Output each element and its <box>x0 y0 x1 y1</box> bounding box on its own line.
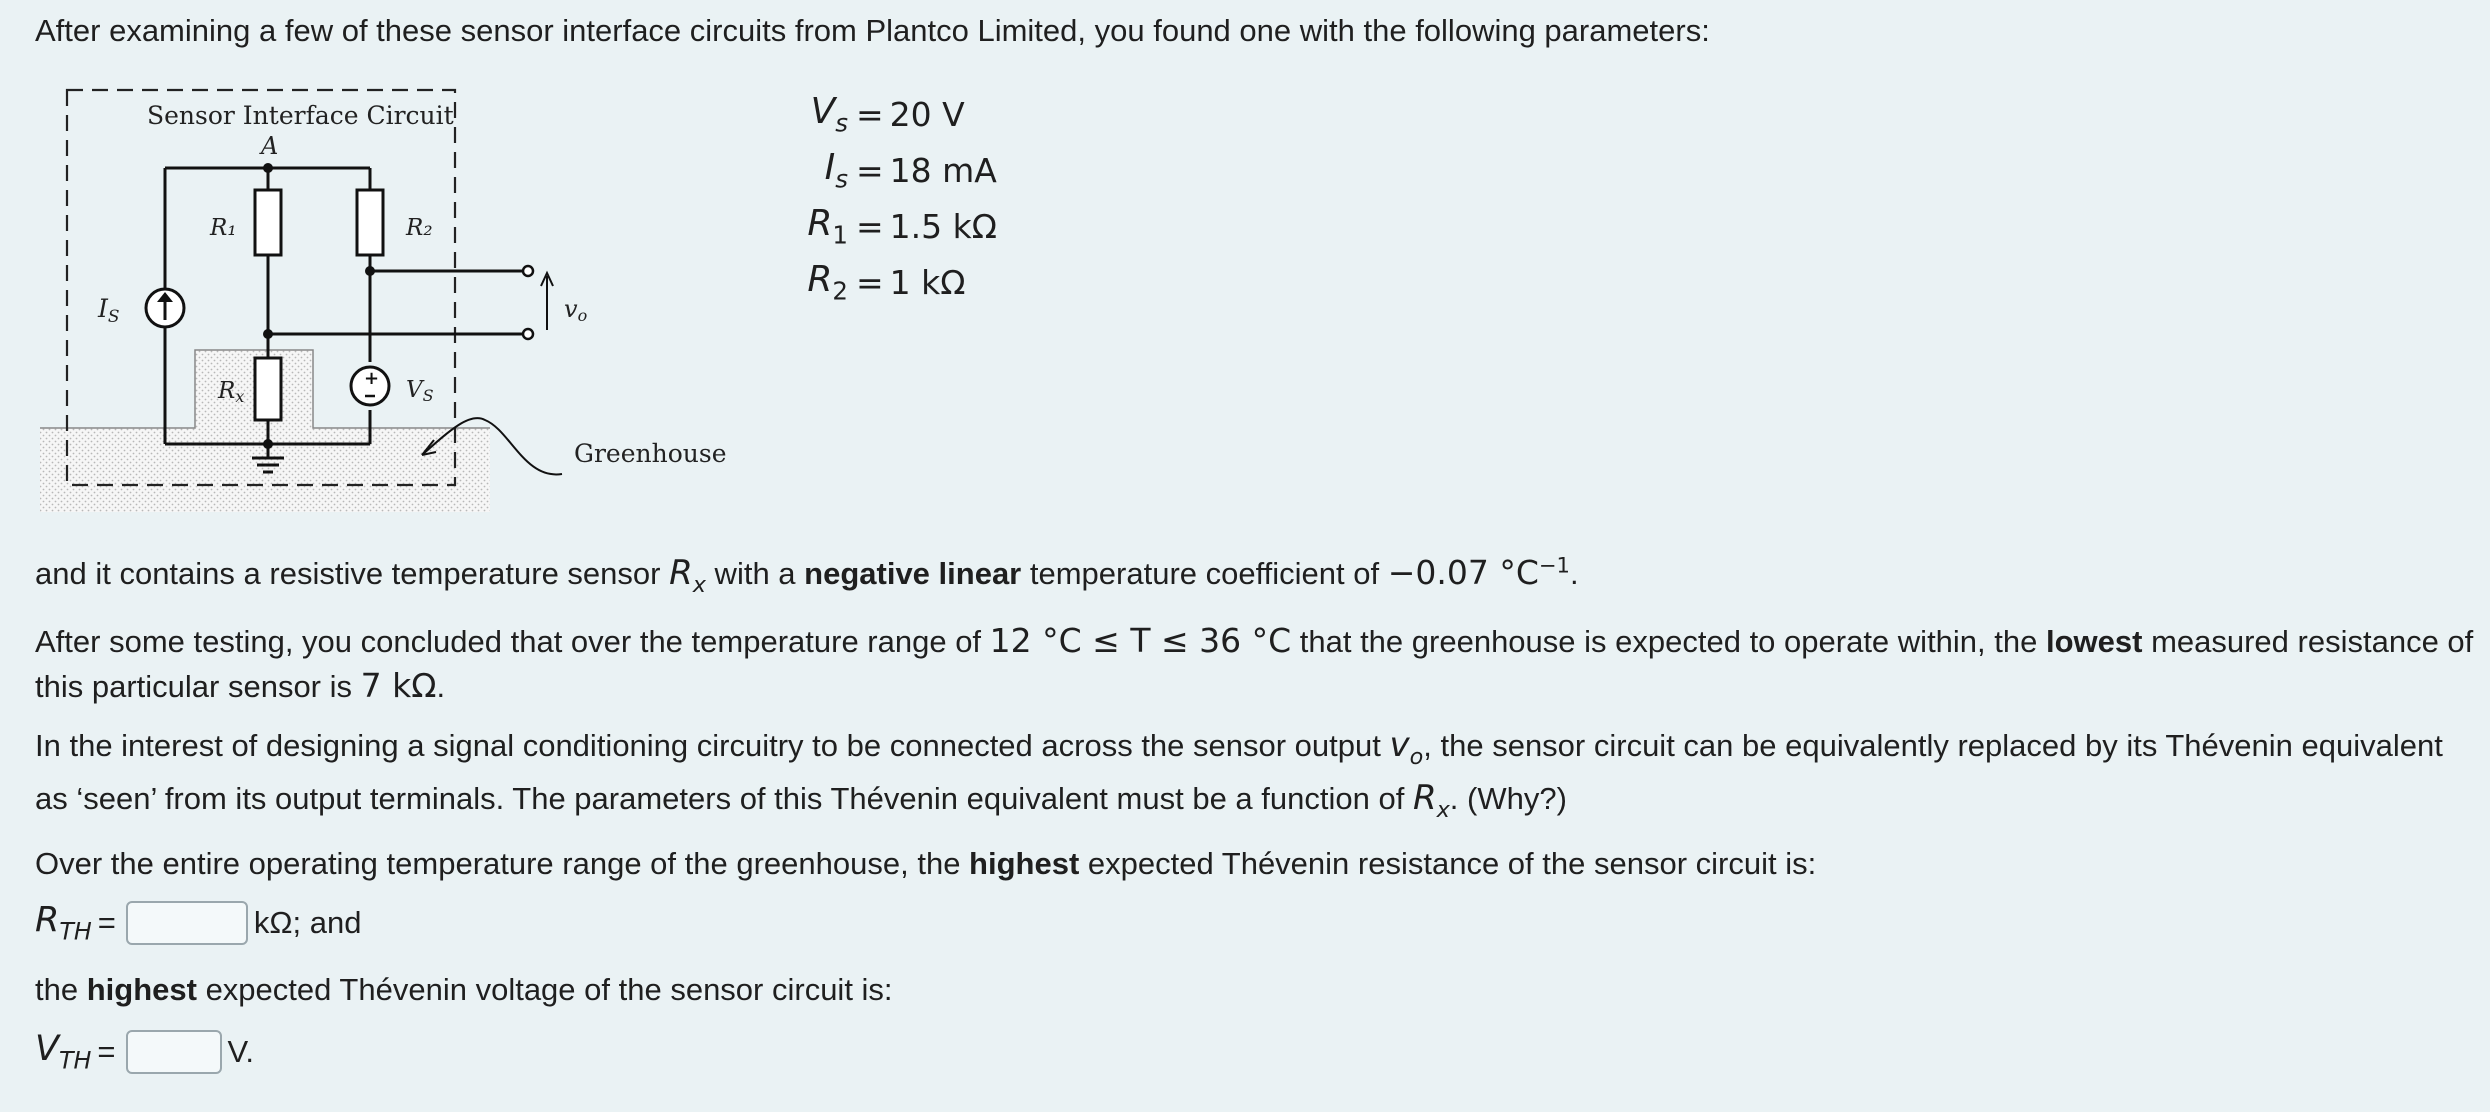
param-r2: $R_2$ = 1 kΩ <box>807 258 966 306</box>
parameter-list <box>752 86 997 310</box>
rth-answer-row: $R_{TH}$ = kΩ; and <box>35 900 362 946</box>
thevenin-text-line2: as ‘seen’ from its output terminals. The parameters of this Thévenin equivalent must be a function of $R_x$. (Why?) <box>35 778 1567 823</box>
node-a-label: A <box>261 132 279 160</box>
sensor-description: and it contains a resistive temperature sensor $R_x$ with a negative linear temperature coefficient of −0.07 $^\circ C^{-1}$. <box>35 552 1579 598</box>
r2-label: R₂ <box>406 215 433 241</box>
resistor-r2 <box>357 190 383 255</box>
greenhouse-label: Greenhouse <box>574 439 727 468</box>
vth-answer-row: $V_{TH}$ = V. <box>35 1029 254 1075</box>
vth-input[interactable] <box>126 1030 222 1074</box>
param-r1: $R_1$ = 1.5 kΩ <box>807 202 997 250</box>
box-label: Sensor Interface Circuit <box>147 101 454 130</box>
svg-text:+: + <box>364 368 380 389</box>
rth-symbol: $R_{TH}$ <box>35 900 92 946</box>
rx-label: Rx <box>218 378 245 406</box>
rth-input[interactable] <box>126 901 248 945</box>
testing-text-line1: After some testing, you concluded that over the temperature range of 12 °C ≤ T ≤ 36 °C that the greenhouse is expected to operate within, the lowest measured resistance of <box>35 621 2474 660</box>
vth-unit: V. <box>227 1033 254 1069</box>
resistor-r1 <box>255 190 281 255</box>
circuit-figure <box>30 80 770 520</box>
r1-label: R₁ <box>210 215 237 241</box>
param-vs: $V_s$ = 20 V <box>810 90 965 138</box>
output-terminal-bottom <box>523 329 533 339</box>
intro-text: After examining a few of these sensor interface circuits from Plantco Limited, you found one with the following parameters: <box>35 13 1710 48</box>
testing-text-line2: this particular sensor is 7 kΩ. <box>35 666 446 705</box>
rth-question: Over the entire operating temperature range of the greenhouse, the highest expected Thévenin resistance of the sensor circuit is: <box>35 846 1817 881</box>
output-terminal-top <box>523 266 533 276</box>
rth-unit: kΩ; and <box>253 904 362 940</box>
vth-symbol: $V_{TH}$ <box>35 1029 92 1075</box>
resistor-rx <box>255 358 281 420</box>
vs-label: VS <box>406 377 434 405</box>
vth-question: the highest expected Thévenin voltage of the sensor circuit is: <box>35 972 893 1007</box>
param-is: $I_s$ = 18 mA <box>824 146 997 194</box>
vo-label: vo <box>564 295 588 325</box>
thevenin-text-line1: In the interest of designing a signal conditioning circuitry to be connected across the sensor output $v_o$, the sensor circuit can be equivalently replaced by its Thévenin equivalent <box>35 725 2443 770</box>
is-label: $I_S$ <box>98 294 120 327</box>
